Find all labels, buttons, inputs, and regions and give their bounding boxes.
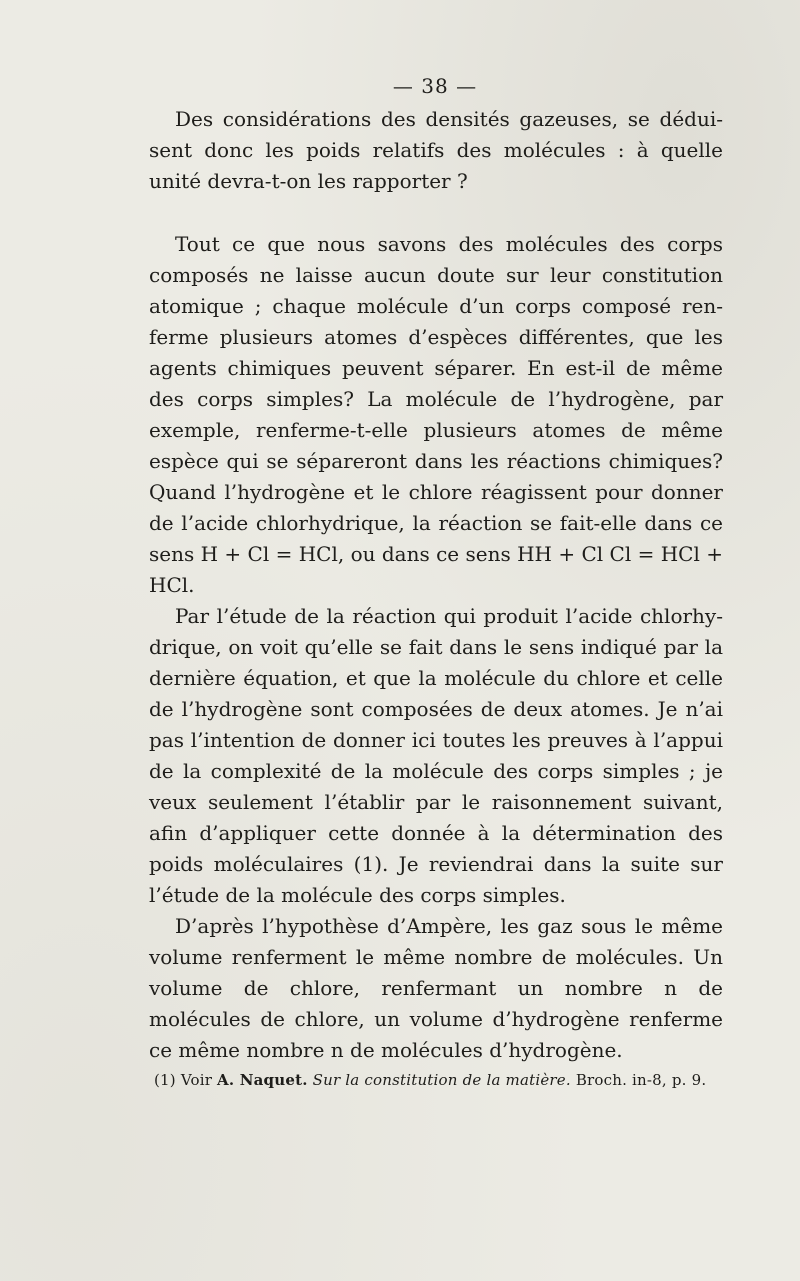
paragraph-2: Tout ce que nous savons des molécules des corps composés ne laisse aucun doute sur leur constitution atomique ; chaque molécule d’un corps composé renferme plusieurs atomes d’espèces différentes, que les agents chimiques peuvent séparer. En est-il de même des corps simples? La molécule de l’hydrogène, par exemple, renferme-t-elle plusieurs atomes de même espèce qui se sépareront dans les réactions chimiques? Quand l’hydrogène et le chlore réagissent pour donner de l’acide chlorhydrique, la réaction se fait-elle dans ce sens H + Cl = HCl, ou dans ce sens HH + Cl Cl = HCl + HCl. [149,232,723,597]
footnote-marker: (1) Voir [154,1071,213,1089]
footnote-author: A. Naquet. [217,1071,308,1089]
footnote [154,1069,724,1091]
footnote-title: Sur la constitution de la matière. [312,1071,571,1089]
paragraph-1: Des considérations des densités gazeuses, se déduisent donc les poids relatifs des molécules : à quelle unité devra-t-on les rapporter ? [149,107,723,193]
page-number: — 38 — [392,74,478,98]
footnote-details: Broch. in-8, p. 9. [575,1071,707,1089]
paragraph-4: D’après l’hypothèse d’Ampère, les gaz sous le même volume renferment le même nombre de molécules. Un volume de chlore, renfermant un nombre n de molécules de chlore, un volume d’hydrogène renferme ce même nombre n de molécules d’hydrogène. [149,914,723,1062]
paragraph-3: Par l’étude de la réaction qui produit l’acide chlorhydrique, on voit qu’elle se fait dans le sens indiqué par la dernière équation, et que la molécule du chlore et celle de l’hydrogène sont composées de deux atomes. Je n’ai pas l’intention de donner ici toutes les preuves à l’appui de la complexité de la molécule des corps simples ; je veux seulement l’établir par le raisonnement suivant, afin d’appliquer cette donnée à la détermination des poids moléculaires (1). Je reviendrai dans la suite sur l’étude de la molécule des corps simples. [149,604,723,907]
body-text [149,104,723,1066]
